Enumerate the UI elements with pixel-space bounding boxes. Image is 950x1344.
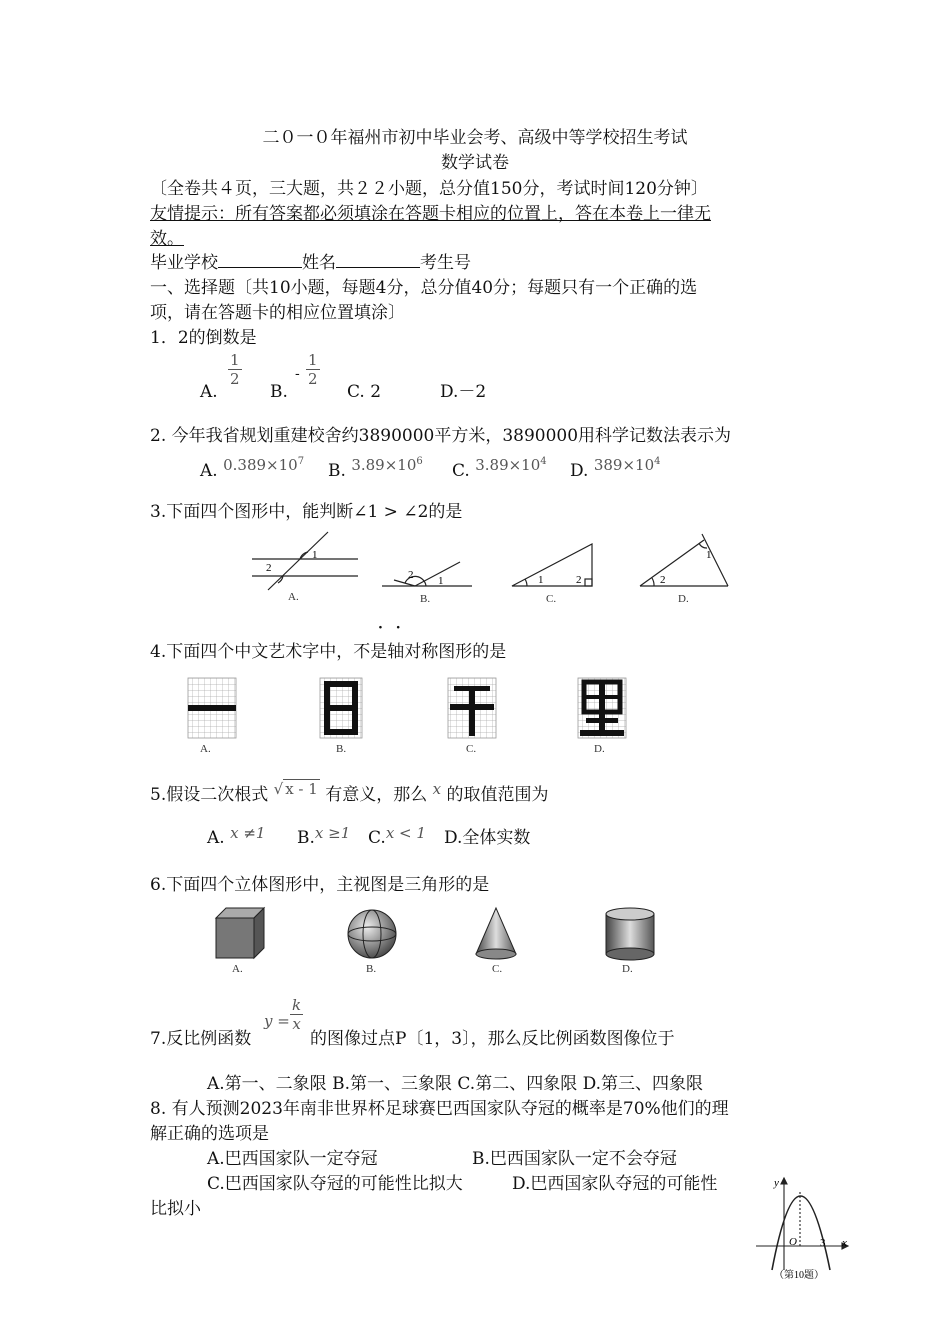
q3-c-angle2: 2	[576, 574, 582, 586]
q3-b-angle1: 1	[438, 575, 444, 587]
q3-caption-c: C.	[546, 593, 557, 605]
q2-b-base: 3.89×10	[351, 456, 417, 474]
q1-a-fraction	[228, 351, 242, 388]
fig10-tick-label: 3	[820, 1237, 826, 1249]
fig10-origin-label: O	[789, 1236, 797, 1248]
q8-stem-1: 8. 有人预测2023年南非世界杯足球赛巴西国家队夺冠的概率是70%他们的理	[150, 1099, 729, 1119]
q4-stem: 4.下面四个中文艺术字中，不是轴对称图形的是	[150, 642, 507, 662]
section1-heading-2: 项，请在答题卡的相应位置填涂〕	[150, 303, 405, 323]
q6-stem: 6.下面四个立体图形中，主视图是三角形的是	[150, 875, 490, 895]
q4-figure-c	[448, 678, 496, 738]
q3-caption-d: D.	[678, 593, 689, 605]
q6-figure-c-cone	[476, 908, 516, 959]
q5-c-value: x < 1	[385, 824, 426, 842]
q5-radical: √ x - 1	[273, 780, 318, 798]
q5-option-a	[207, 826, 265, 850]
q5-stem-pre: 5.假设二次根式	[150, 785, 269, 805]
q3-a-angle1: 1	[312, 549, 318, 561]
exam-meta: 〔全卷共４页，三大题，共２２小题，总分值150分，考试时间120分钟〕	[150, 179, 708, 199]
q5-option-d: D.全体实数	[444, 828, 531, 848]
fig10-x-label: x	[842, 1237, 847, 1249]
q2-b-exp: 6	[416, 456, 423, 467]
q2-a-exp: 7	[297, 456, 305, 467]
tip-line-1: 友情提示：所有答案都必须填涂在答题卡相应的位置上，答在本卷上一律无	[150, 204, 711, 224]
q6-caption-a: A.	[232, 963, 243, 975]
q3-figure-d	[640, 534, 728, 586]
q1-b-label: B.	[270, 382, 288, 402]
q5-b-value: x ≥1	[314, 824, 351, 842]
q6-caption-c: C.	[492, 963, 503, 975]
q2-a-label: A.	[200, 461, 218, 481]
q8-stem-2: 解正确的选项是	[150, 1124, 269, 1144]
q5-a-label: A.	[207, 828, 225, 848]
q8-option-b: B.巴西国家队一定不会夺冠	[472, 1149, 677, 1169]
q1-b-fraction	[306, 351, 320, 388]
q2-c-value	[475, 456, 546, 474]
q1-option-b	[270, 380, 288, 404]
fig10-parabola	[772, 1196, 830, 1270]
fig10-y-arrow	[781, 1178, 787, 1184]
fig10-caption: （第10题）	[774, 1270, 824, 1281]
q4-caption-c: C.	[466, 743, 477, 755]
q2-d-label: D.	[570, 461, 589, 481]
q1-b-sign: -	[295, 366, 300, 382]
q7-func-fraction	[290, 996, 303, 1033]
fig10-parabola-graph	[752, 1170, 862, 1282]
q5-option-b	[297, 826, 350, 850]
q3-b-angle2: 2	[408, 569, 414, 581]
q4-figure-d	[578, 678, 626, 738]
q3-caption-a: A.	[288, 591, 299, 603]
q1-b-den: 2	[308, 370, 318, 388]
q6-caption-d: D.	[622, 963, 633, 975]
q7-func-lhs: y =	[264, 1012, 290, 1030]
q1-stem: 1．2的倒数是	[150, 328, 257, 348]
q4-caption-a: A.	[200, 743, 211, 755]
q3-caption-b: B.	[420, 593, 431, 605]
tip-line-2: 效。	[150, 229, 184, 249]
q5-b-label: B.	[297, 828, 315, 848]
q2-option-a	[200, 456, 304, 483]
q8-option-d: D.巴西国家队夺冠的可能性	[512, 1174, 718, 1194]
q2-c-label: C.	[452, 461, 470, 481]
q3-figure-b	[382, 562, 472, 586]
exam-subtitle: 数学试卷	[441, 153, 509, 173]
q3-a-angle2: 2	[266, 562, 272, 574]
q7-options: A.第一、二象限 B.第一、三象限 C.第二、四象限 D.第三、四象限	[207, 1074, 704, 1094]
section1-heading-1: 一、选择题〔共10小题，每题4分，总分值40分；每题只有一个正确的选	[150, 278, 698, 298]
q2-option-b	[328, 456, 423, 483]
school-blank[interactable]	[218, 251, 302, 268]
fig10-y-label: y	[774, 1177, 779, 1189]
q2-d-value	[594, 456, 661, 474]
q6-figure-b-sphere	[348, 910, 396, 958]
q4-caption-d: D.	[594, 743, 605, 755]
name-blank[interactable]	[336, 251, 420, 268]
q5-stem-mid: 有意义，那么	[325, 785, 428, 805]
q1-a-den: 2	[230, 370, 240, 388]
q4-figure-b	[320, 678, 362, 738]
q5-option-c	[368, 826, 426, 850]
q7-stem-pre: 7.反比例函数	[150, 1029, 252, 1049]
q2-option-c	[452, 456, 547, 483]
q4-figures	[180, 672, 650, 760]
q2-b-label: B.	[328, 461, 346, 481]
q5-stem	[150, 780, 549, 807]
q1-b-num: 1	[308, 351, 318, 369]
q2-b-value	[351, 456, 422, 474]
q5-a-value: x ≠1	[230, 824, 266, 842]
exam-title: 二０一０年福州市初中毕业会考、高级中等学校招生考试	[262, 128, 688, 148]
q2-c-exp: 4	[540, 456, 547, 467]
q3-d-angle1: 1	[706, 549, 712, 561]
q3-d-angle2: 2	[660, 574, 666, 586]
q6-figure-d-cylinder	[606, 908, 654, 960]
q3-stem: 3.下面四个图形中，能判断∠1 > ∠2的是	[150, 502, 463, 522]
q5-var: x	[432, 780, 442, 798]
q1-a-num: 1	[230, 351, 240, 369]
q1-option-a	[200, 380, 218, 404]
q1-option-c: C. 2	[347, 382, 382, 402]
q3-figure-a	[252, 532, 358, 590]
q2-d-exp: 4	[654, 456, 661, 467]
q1-option-d: D.－2	[440, 382, 487, 402]
q2-a-value	[223, 456, 304, 474]
q4-figure-a	[188, 678, 236, 738]
q2-option-d	[570, 456, 661, 483]
q5-radicand: x - 1	[285, 780, 318, 798]
q7-func-num: k	[292, 996, 302, 1014]
q5-stem-post: 的取值范围为	[446, 785, 549, 805]
q1-a-label: A.	[200, 382, 218, 402]
q8-option-c: C.巴西国家队夺冠的可能性比拟大	[207, 1174, 463, 1194]
id-label: 考生号	[420, 253, 471, 273]
q7-stem-post: 的图像过点P〔1，3〕，那么反比例函数图像位于	[310, 1029, 675, 1049]
q6-figure-a-cube	[216, 908, 264, 958]
q2-stem: 2. 今年我省规划重建校舍约3890000平方米，3890000用科学记数法表示为	[150, 426, 732, 446]
student-info-line	[150, 251, 471, 275]
q2-a-base: 0.389×10	[223, 456, 298, 474]
q6-figures	[200, 900, 670, 984]
q6-caption-b: B.	[366, 963, 377, 975]
q4-caption-b: B.	[336, 743, 347, 755]
q7-func-den: x	[292, 1015, 301, 1033]
q2-c-base: 3.89×10	[475, 456, 541, 474]
q3-c-angle1: 1	[538, 574, 544, 586]
q8-option-d-cont: 比拟小	[150, 1199, 201, 1219]
q5-c-label: C.	[368, 828, 386, 848]
q3-figures	[240, 528, 740, 612]
q4-emphasis-dots: · ·	[378, 620, 405, 636]
name-label: 姓名	[302, 253, 336, 273]
school-label: 毕业学校	[150, 253, 218, 273]
q2-d-base: 389×10	[593, 456, 655, 474]
q8-option-a: A.巴西国家队一定夺冠	[207, 1149, 378, 1169]
